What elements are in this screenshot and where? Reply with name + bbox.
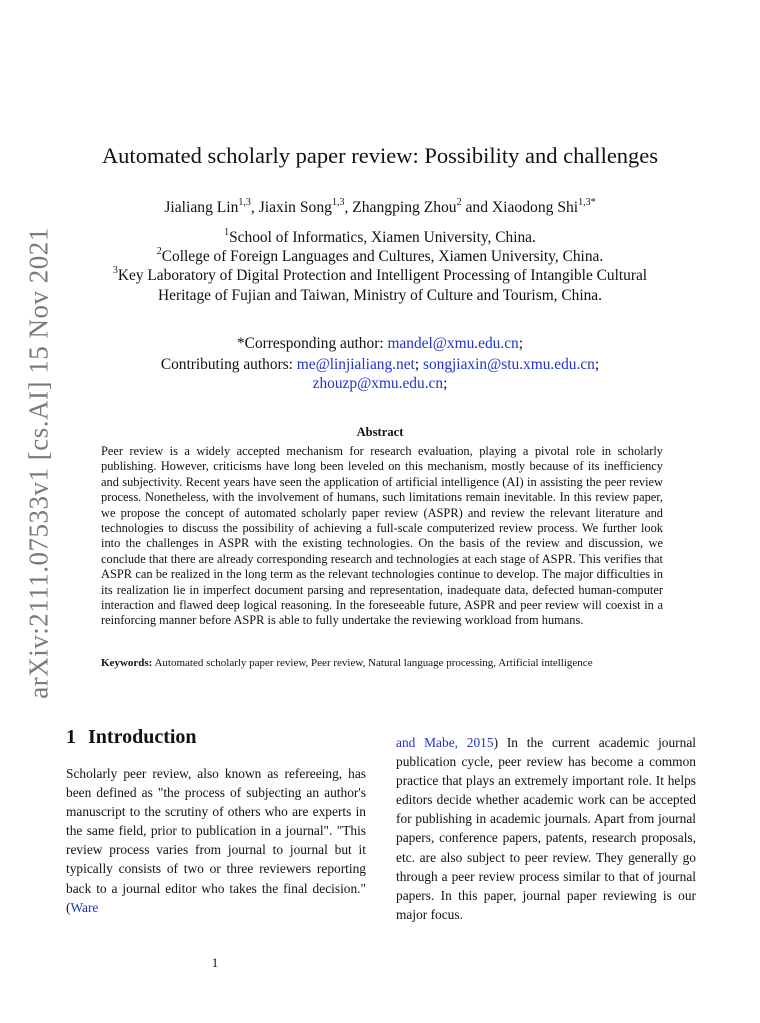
corresponding-email-link[interactable]: mandel@xmu.edu.cn (387, 335, 519, 352)
author-3: Zhangping Zhou (352, 199, 457, 216)
email-link[interactable]: songjiaxin@stu.xmu.edu.cn (422, 356, 595, 373)
author-4: Xiaodong Shi (491, 199, 579, 216)
abstract-text: Peer review is a widely accepted mechanism for research evaluation, playing a pivotal role in scholarly publishing. However, criticisms have long been leveled on this mechanism, mostly because of its inefficiency and subjectivity. Recent years have seen the application of artificial intelligence (AI) in assisting the peer review process. Nonetheless, with the involvement of humans, such limitations remain inevitable. In this review paper, we propose the concept of automated scholarly paper review (ASPR) and review the relevant literature and technologies to discuss the possibility of achieving a full-scale computerized review process. We further look into the challenges in ASPR with the existing technologies. On the basis of the review and discussion, we conclude that there are already corresponding research and technologies at each stage of ASPR. This verifies that ASPR can be realized in the long term as the relevant technologies continue to develop. The major difficulties in its realization lie in imperfect document parsing and representation, inadequate data, defected human-computer interaction and flawed deep logical reasoning. In the foreseeable future, ASPR and peer review will coexist in a reinforcing manner before ASPR is able to fully undertake the reviewing workload from humans. (101, 444, 663, 628)
affiliation-2: $^2$College of Foreign Languages and Cultures, Xiamen University, China. (156, 245, 604, 265)
author-3-sup: 2 (456, 196, 462, 208)
paper-title: Automated scholarly paper review: Possibility and challenges (101, 143, 659, 168)
author-1-sup: 1,3 (238, 196, 251, 208)
affiliation-3: $^3$Key Laboratory of Digital Protection and Intelligent Processing of Intangible Cultural (112, 264, 648, 284)
body-column-right: and Mabe, 2015) In the current academic journal publication cycle, peer review has become a common practice that plays an extremely important role. It helps editors decide whether academic work can be accepted for publishing in academic journals. Apart from journal papers, conference papers, patents, research proposals, etc. are also subject to peer review. They generally go through a peer review process similar to that of journal papers. In this paper, journal paper reviewing is our major focus. (396, 735, 696, 922)
citation-link[interactable]: and Mabe, 2015 (396, 735, 494, 750)
author-1: Jialiang Lin (164, 199, 239, 216)
contributing-authors: Contributing authors: me@linjialiang.net; songjiaxin@stu.xmu.edu.cn; (160, 356, 600, 373)
author-2: Jiaxin Song (258, 199, 332, 216)
keywords-label: Keywords: (101, 657, 153, 669)
abstract-heading: Abstract (356, 425, 404, 439)
affiliation-1: $^1$School of Informatics, Xiamen University, China. (224, 226, 536, 246)
contributing-authors-continued: zhouzp@xmu.edu.cn; (312, 375, 448, 392)
keywords (101, 656, 661, 670)
page-number: 1 (211, 955, 219, 970)
arxiv-side-stamp: arXiv:2111.07533v1 [cs.AI] 15 Nov 2021 (23, 227, 54, 699)
citation-link[interactable]: Ware (70, 899, 99, 915)
email-link[interactable]: me@linjialiang.net (296, 356, 415, 373)
body-column-left: Scholarly peer review, also known as refereeing, has been defined as "the process of subjecting an author's manuscript to the scrutiny of others who are experts in the same field, prior to publication in a journal". "This review process varies from journal to journal but it typically consists of two or three reviewers reporting back to a journal editor who takes the final decision." (Ware (66, 766, 366, 915)
corresponding-author: *Corresponding author: mandel@xmu.edu.cn; (236, 335, 524, 352)
author-2-sup: 1,3 (331, 196, 345, 208)
author-list: Jialiang Lin$^{1,3}$, Jiaxin Song$^{1,3}$, Zhangping Zhou$^2$ and Xiaodong Shi$^{1,3*}$ (164, 196, 596, 216)
email-link[interactable]: zhouzp@xmu.edu.cn (312, 375, 444, 392)
author-4-sup: 1,3* (578, 196, 596, 208)
section-heading: 1 Introduction (66, 726, 197, 748)
keywords-text: Automated scholarly paper review, Peer review, Natural language processing, Artificial intelligence (152, 657, 593, 669)
affiliation-3-continued: Heritage of Fujian and Taiwan, Ministry of Culture and Tourism, China. (158, 287, 602, 304)
